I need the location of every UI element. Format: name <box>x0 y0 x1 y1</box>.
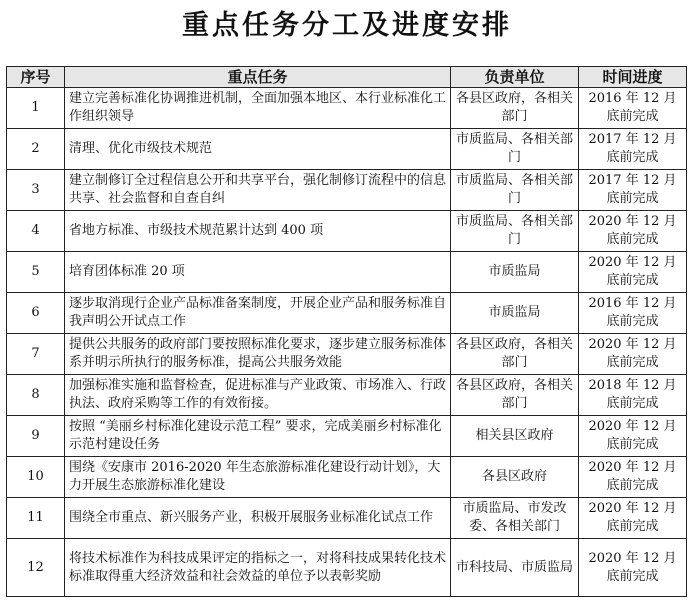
cell-task: 按照 “美丽乡村标准化建设示范工程” 要求，完成美丽乡村标准化示范村建设任务 <box>65 416 451 457</box>
cell-unit: 市质监局、各相关部门 <box>451 129 579 170</box>
cell-no: 12 <box>7 539 65 597</box>
page-title: 重点任务分工及进度安排 <box>182 10 512 41</box>
cell-time: 2020 年 12 月底前完成 <box>579 334 687 375</box>
cell-no: 5 <box>7 252 65 293</box>
cell-time: 2020 年 12 月底前完成 <box>579 211 687 252</box>
cell-unit: 各县区政府，各相关部门 <box>451 375 579 416</box>
table-row <box>7 293 687 334</box>
cell-unit: 市质监局、各相关部门 <box>451 211 579 252</box>
table-row <box>7 539 687 597</box>
cell-unit: 各县区政府，各相关部门 <box>451 88 579 129</box>
cell-no: 6 <box>7 293 65 334</box>
table-row <box>7 416 687 457</box>
cell-no: 9 <box>7 416 65 457</box>
cell-time: 2020 年 12 月底前完成 <box>579 416 687 457</box>
cell-time: 2020 年 12 月底前完成 <box>579 457 687 498</box>
cell-task: 围绕全市重点、新兴服务产业，积极开展服务业标准化试点工作 <box>65 498 451 539</box>
cell-task: 逐步取消现行企业产品标准备案制度，开展企业产品和服务标准自我声明公开试点工作 <box>65 293 451 334</box>
cell-no: 8 <box>7 375 65 416</box>
table-row <box>7 211 687 252</box>
cell-task: 加强标准实施和监督检查，促进标准与产业政策、市场准入、行政执法、政府采购等工作的有效衔接。 <box>65 375 451 416</box>
cell-no: 10 <box>7 457 65 498</box>
table-header-row <box>7 67 687 88</box>
cell-unit: 市质监局、市发改委、各相关部门 <box>451 498 579 539</box>
cell-unit: 市质监局、各相关部门 <box>451 170 579 211</box>
cell-unit: 相关县区政府 <box>451 416 579 457</box>
cell-time: 2020 年 12 月底前完成 <box>579 498 687 539</box>
cell-no: 11 <box>7 498 65 539</box>
task-table <box>6 66 687 597</box>
cell-task: 培育团体标准 20 项 <box>65 252 451 293</box>
table-row <box>7 334 687 375</box>
cell-unit: 市质监局 <box>451 293 579 334</box>
table-row <box>7 170 687 211</box>
header-no: 序号 <box>7 67 65 88</box>
cell-unit: 市质监局 <box>451 252 579 293</box>
cell-task: 围绕《安康市 2016-2020 年生态旅游标准化建设行动计划》，大力开展生态旅游标准化建设 <box>65 457 451 498</box>
table-row <box>7 129 687 170</box>
cell-task: 将技术标准作为科技成果评定的指标之一，对将科技成果转化技术标准取得重大经济效益和社会效益的单位予以表彰奖励 <box>65 539 451 597</box>
header-unit: 负责单位 <box>451 67 579 88</box>
cell-time: 2016 年 12 月底前完成 <box>579 293 687 334</box>
table-row <box>7 457 687 498</box>
cell-time: 2017 年 12 月底前完成 <box>579 170 687 211</box>
cell-task: 建立制修订全过程信息公开和共享平台，强化制修订流程中的信息共享、社会监督和自查自纠 <box>65 170 451 211</box>
table-row <box>7 375 687 416</box>
cell-time: 2017 年 12 月底前完成 <box>579 129 687 170</box>
header-time: 时间进度 <box>579 67 687 88</box>
cell-time: 2016 年 12 月底前完成 <box>579 88 687 129</box>
cell-task: 清理、优化市级技术规范 <box>65 129 451 170</box>
table-row <box>7 498 687 539</box>
cell-no: 3 <box>7 170 65 211</box>
cell-task: 提供公共服务的政府部门要按照标准化要求，逐步建立服务标准体系并明示所执行的服务标准，提高公共服务效能 <box>65 334 451 375</box>
cell-unit: 各县区政府，各相关部门 <box>451 334 579 375</box>
cell-no: 7 <box>7 334 65 375</box>
cell-time: 2020 年 12 月底前完成 <box>579 252 687 293</box>
cell-no: 1 <box>7 88 65 129</box>
table-row <box>7 88 687 129</box>
cell-time: 2018 年 12 月底前完成 <box>579 375 687 416</box>
cell-task: 省地方标准、市级技术规范累计达到 400 项 <box>65 211 451 252</box>
cell-unit: 市科技局、市质监局 <box>451 539 579 597</box>
cell-unit: 各县区政府 <box>451 457 579 498</box>
header-task: 重点任务 <box>65 67 451 88</box>
cell-time: 2020 年 12 月底前完成 <box>579 539 687 597</box>
table-row <box>7 252 687 293</box>
cell-no: 4 <box>7 211 65 252</box>
cell-task: 建立完善标准化协调推进机制，全面加强本地区、本行业标准化工作组织领导 <box>65 88 451 129</box>
cell-no: 2 <box>7 129 65 170</box>
